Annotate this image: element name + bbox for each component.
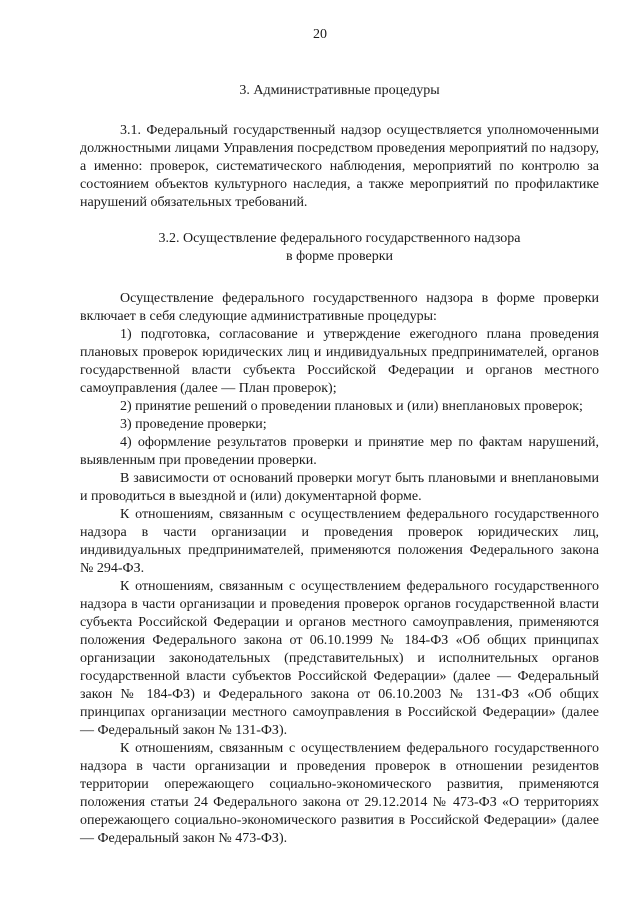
- document-content: [80, 68, 599, 848]
- paragraph-3-1: 3.1. Федеральный государственный надзор осуществляется уполномоченными должностными лицами Управления посредством проведения мероприятий по надзору, а именно: проверок, систематического наблюдения, мероприятий по контролю за состоянием объектов культурного наследия, а также мероприятий по профилактике нарушений обязательных требований.: [80, 123, 599, 210]
- section-title: 3. Административные процедуры: [239, 83, 440, 98]
- body-paragraph: Осуществление федерального государственного надзора в форме проверки включает в себя следующие административные процедуры:: [80, 291, 599, 324]
- subsection-title: [80, 230, 599, 266]
- list-item-1: 1) подготовка, согласование и утверждение ежегодного плана проведения плановых проверок юридических лиц и индивидуальных предпринимателей, органов государственной власти субъекта Российской Федерации и органов местного самоуправления (далее — План проверок);: [80, 327, 599, 396]
- body-paragraph: К отношениям, связанным с осуществлением федерального государственного надзора в части организации и проведения проверок органов государственной власти субъекта Российской Федерации и органов местного самоуправления, применяются положения Федерального закона от 06.10.1999 № 184-ФЗ «Об общих принципах организации законодательных (представительных) и исполнительных органов государственной власти субъектов Российской Федерации» (далее — Федеральный закон № 184-ФЗ) и Федерального закона от 06.10.2003 № 131-ФЗ «Об общих принципах организации местного самоуправления в Российской Федерации» (далее — Федеральный закон № 131-ФЗ).: [80, 579, 599, 738]
- body-paragraph: В зависимости от оснований проверки могут быть плановыми и внеплановыми и проводиться в выездной и (или) документарной форме.: [80, 471, 599, 504]
- body-paragraph: К отношениям, связанным с осуществлением федерального государственного надзора в части организации и проведения проверок в отношении резидентов территории опережающего социально-экономического развития, применяются положения статьи 24 Федерального закона от 29.12.2014 № 473-ФЗ «О территориях опережающего социально-экономического развития в Российской Федерации» (далее — Федеральный закон № 473-ФЗ).: [80, 741, 599, 846]
- list-item-3: 3) проведение проверки;: [120, 417, 267, 432]
- body-paragraph: К отношениям, связанным с осуществлением федерального государственного надзора в части организации и проведения проверок юридических лиц, индивидуальных предпринимателей, применяются положения Федерального закона № 294-ФЗ.: [80, 507, 599, 576]
- page-number: 20: [313, 27, 327, 42]
- subsection-title-line-2: в форме проверки: [285, 249, 394, 264]
- list-item-2: 2) принятие решений о проведении плановых и (или) внеплановых проверок;: [120, 399, 583, 414]
- list-item-4: 4) оформление результатов проверки и принятие мер по фактам нарушений, выявленным при проведении проверки.: [80, 435, 599, 468]
- subsection-title-line-1: 3.2. Осуществление федерального государственного надзора: [158, 231, 521, 246]
